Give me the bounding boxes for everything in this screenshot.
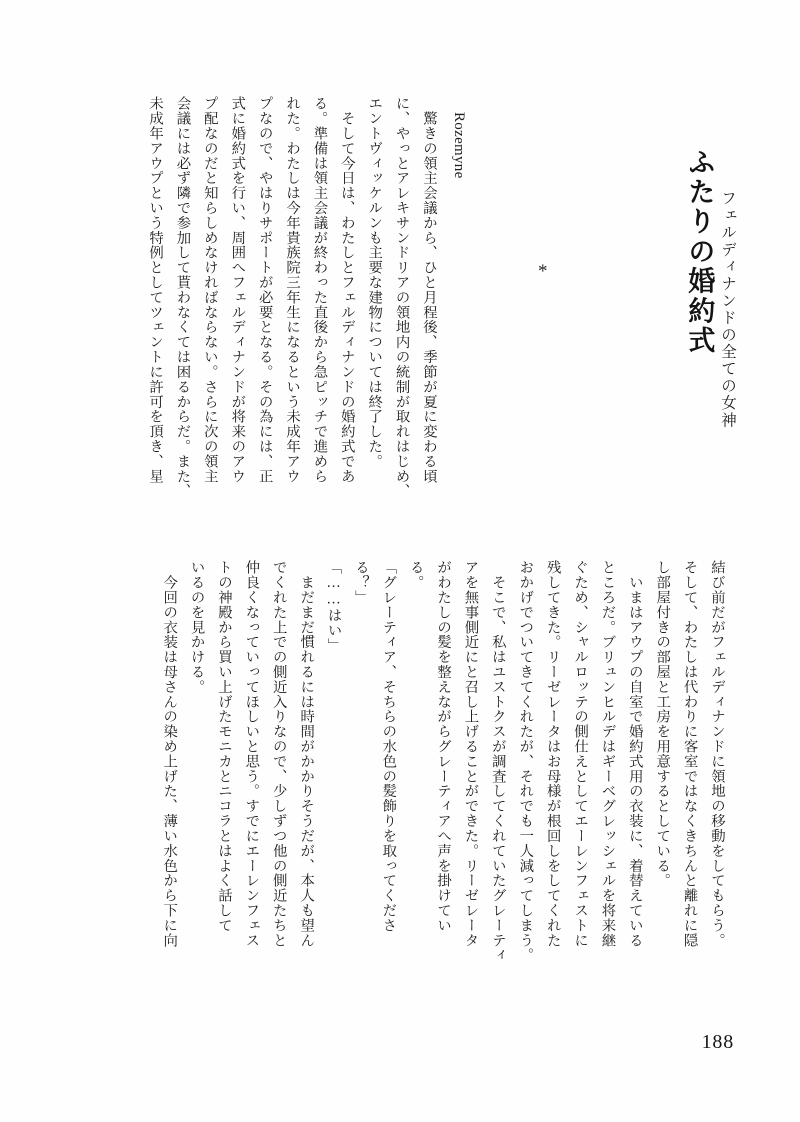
text-column: 式に婚約式を行い、周囲へフェルディナンドが将来のアウ xyxy=(229,96,246,484)
text-column: プなので、やはりサポートが必要となる。その為には、正 xyxy=(256,96,273,484)
chapter-heading-block xyxy=(665,148,738,478)
body-text-block-upper xyxy=(128,96,440,536)
chapter-subtitle: フェルディナンドの全ての女神 xyxy=(719,190,736,429)
text-column: れた。わたしは今年貴族院三年生になるという未成年アウ xyxy=(284,96,301,484)
text-column: アを無事側近にと召し上げることができた。リーゼレータ xyxy=(462,560,479,948)
text-column: る？」 xyxy=(352,560,369,605)
text-column: 未成年アウプという特例としてツェントに許可を頂き、星 xyxy=(147,96,164,484)
text-column: そして今日は、わたしとフェルディナンドの婚約式であ xyxy=(338,96,355,484)
text-column: おかげでついてきてくれたが、それでも一人減ってしまう。 xyxy=(517,560,534,963)
text-column: に、やっとアレキサンドリアの領地内の統制が取れはじめ、 xyxy=(393,96,410,499)
text-column: 残してきた。リーゼレータはお母様が根回しをしてくれた xyxy=(544,560,561,948)
text-column: 仲良くなっていってほしいと思う。すでにエーレンフェス xyxy=(243,560,260,948)
text-column: る。準備は領主会議が終わった直後から急ピッチで進めら xyxy=(311,96,328,484)
text-column: がわたしの髪を整えながらグレーティアへ声を掛けてい xyxy=(435,560,452,933)
page-title: ふたりの婚約式 xyxy=(684,148,715,356)
text-column: 今回の衣装は母さんの染め上げた、薄い水色から下に向 xyxy=(161,560,178,948)
text-column: る。 xyxy=(407,560,424,590)
text-column: 「グレーティア、そちらの水色の髪飾りを取ってくださ xyxy=(380,560,397,933)
text-column: いまはアウプの自室で婚約式用の衣装に、着替えている xyxy=(626,560,643,948)
text-column: ぐため、シャルロッテの側仕えとしてエーレンフェストに xyxy=(572,560,589,948)
text-column: ところだ。ブリュンヒルデはギーベグレッシェルを将来継 xyxy=(599,560,616,948)
body-text-block-lower xyxy=(128,560,728,1010)
text-column: し部屋付きの部屋と工房を用意するとしている。 xyxy=(654,560,671,888)
text-column: まだまだ慣れるには時間がかかりそうだが、本人も望ん xyxy=(298,560,315,948)
text-column: そこで、私はユストクスが調査してくれていたグレーティ xyxy=(489,560,506,963)
text-column: 驚きの領主会議から、ひと月程後、季節が夏に変わる頃 xyxy=(421,96,437,484)
page-number: 188 xyxy=(701,1031,734,1053)
text-column: エントヴィッケルンも主要な建物については終了した。 xyxy=(366,96,383,469)
text-column: 結び前だがフェルディナンドに領地の移動をしてもらう。 xyxy=(709,560,725,948)
text-column: トの神殿から買い上げたモニカとニコラとはよく話して xyxy=(215,560,232,933)
text-column: でくれた上での側近入りなので、少しずつ他の側近たちと xyxy=(270,560,287,948)
text-column: 「……はい」 xyxy=(325,560,342,653)
scene-divider-asterisk: * xyxy=(538,261,548,282)
pov-byline: Rozemyne xyxy=(451,112,467,179)
text-column: 会議には必ず隣で参加して貰わなくては困るからだ。また、 xyxy=(174,96,191,499)
text-column: いるのを見かける。 xyxy=(188,560,205,695)
text-column: そして、わたしは代わりに客室ではなくきちんと離れに隠 xyxy=(681,560,698,948)
text-column: プ配なのだと知らしめなければならない。さらに次の領主 xyxy=(201,96,218,484)
